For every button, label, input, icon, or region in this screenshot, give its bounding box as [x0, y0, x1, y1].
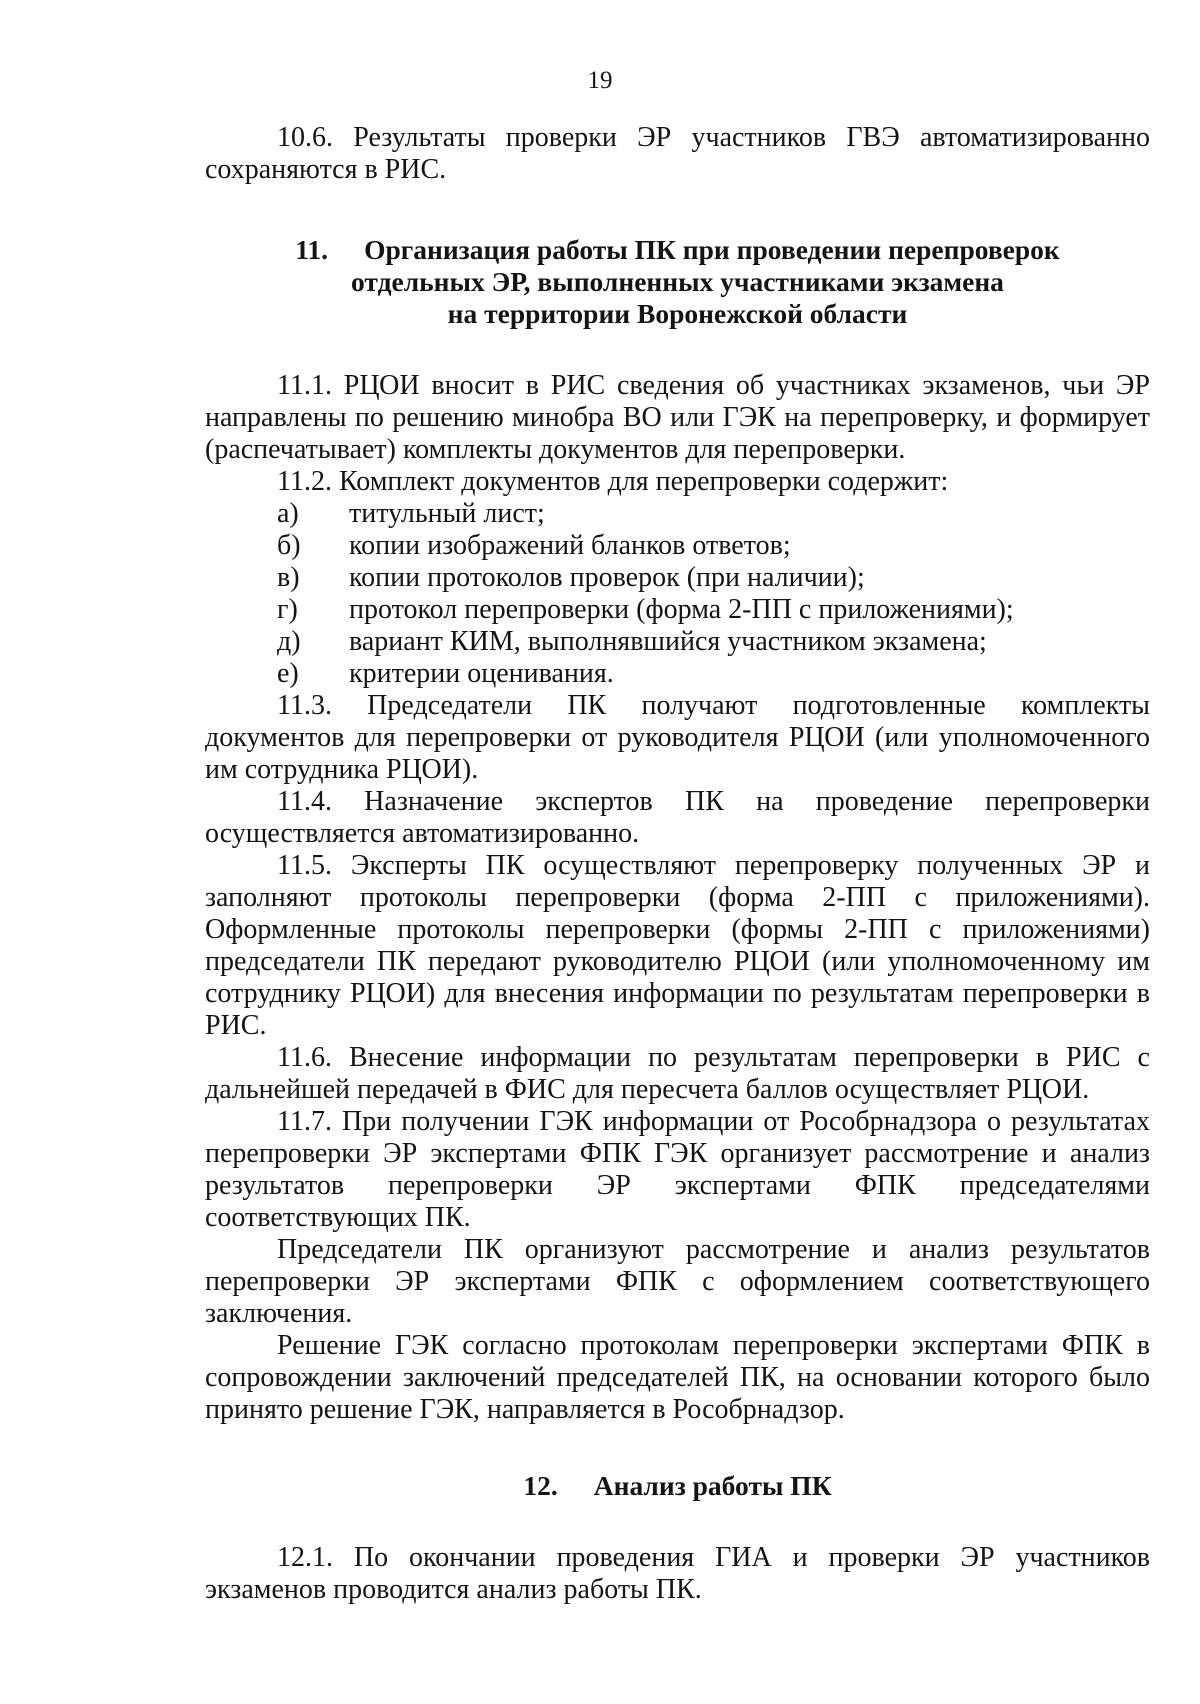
list-text: вариант КИМ, выполнявшийся участником экзамена; [349, 626, 987, 657]
list-marker: д) [277, 626, 301, 657]
section-12-number: 12. [523, 1470, 558, 1501]
paragraph-12-1: 12.1. По окончании проведения ГИА и проверки ЭР участников экзаменов проводится анализ работы ПК. [205, 1542, 1150, 1605]
list-marker: е) [277, 658, 299, 689]
section-12-title: Анализ работы ПК [593, 1470, 832, 1501]
list-marker: б) [277, 530, 301, 561]
paragraph-11-6: 11.6. Внесение информации по результатам перепроверки в РИС с дальнейшей передачей в ФИС для пересчета баллов осуществляет РЦОИ. [205, 1042, 1150, 1105]
paragraph-11-7: 11.7. При получении ГЭК информации от Рособрнадзора о результатах перепроверки ЭР экспертами ФПК ГЭК организует рассмотрение и анализ результатов перепроверки ЭР экспертами ФПК председателями соответствующих ПК. [205, 1106, 1150, 1233]
paragraph-11-7-chairs: Председатели ПК организуют рассмотрение и анализ результатов перепроверки ЭР экспертами ФПК с оформлением соответствующего заключения. [205, 1234, 1150, 1329]
paragraph-11-2: 11.2. Комплект документов для перепроверки содержит: [277, 466, 949, 497]
section-11-heading [205, 234, 1150, 330]
section-11-number: 11. [295, 234, 329, 265]
list-text: критерии оценивания. [349, 658, 614, 689]
paragraph-10-6: 10.6. Результаты проверки ЭР участников ГВЭ автоматизированно сохраняются в РИС. [205, 122, 1150, 185]
list-item [205, 626, 1150, 658]
list-item [205, 594, 1150, 626]
list-item [205, 562, 1150, 594]
section-12-heading [205, 1470, 1150, 1502]
list-item [205, 530, 1150, 562]
list-marker: г) [277, 594, 298, 625]
list-marker: в) [277, 562, 300, 593]
list-text: копии изображений бланков ответов; [349, 530, 791, 561]
list-item [205, 658, 1150, 690]
page-number: 19 [587, 67, 613, 94]
paragraph-11-3: 11.3. Председатели ПК получают подготовленные комплекты документов для перепроверки от руководителя РЦОИ (или уполномоченного им сотрудника РЦОИ). [205, 690, 1150, 785]
section-11-title-line1 [205, 234, 1150, 266]
list-text: титульный лист; [349, 498, 545, 529]
paragraph-11-1: 11.1. РЦОИ вносит в РИС сведения об участниках экзаменов, чьи ЭР направлены по решению минобра ВО или ГЭК на перепроверку, и формирует (распечатывает) комплекты документов для перепроверки. [205, 370, 1150, 465]
list-text: копии протоколов проверок (при наличии); [349, 562, 865, 593]
paragraph-11-4: 11.4. Назначение экспертов ПК на проведение перепроверки осуществляется автоматизированно. [205, 786, 1150, 849]
paragraph-11-5: 11.5. Эксперты ПК осуществляют перепроверку полученных ЭР и заполняют протоколы перепроверки (форма 2-ПП с приложениями). Оформленные протоколы перепроверки (формы 2-ПП с приложениями) председатели ПК передают руководителю РЦОИ (или уполномоченному им сотруднику РЦОИ) для внесения информации по результатам перепроверки в РИС. [205, 850, 1150, 1041]
paragraph-11-7-decision: Решение ГЭК согласно протоколам перепроверки экспертами ФПК в сопровождении заключений председателей ПК, на основании которого было принято решение ГЭК, направляется в Рособрнадзор. [205, 1330, 1150, 1425]
document-body [205, 122, 1150, 1606]
list-11-2 [205, 498, 1150, 690]
section-11-title-line2: отдельных ЭР, выполненных участниками экзамена [351, 266, 1004, 297]
list-text: протокол перепроверки (форма 2-ПП с приложениями); [349, 594, 1014, 625]
list-item [205, 498, 1150, 530]
list-marker: а) [277, 498, 299, 529]
section-11-title-part1: Организация работы ПК при проведении перепроверок [364, 234, 1060, 265]
section-11-title-line3: на территории Воронежской области [447, 298, 908, 329]
